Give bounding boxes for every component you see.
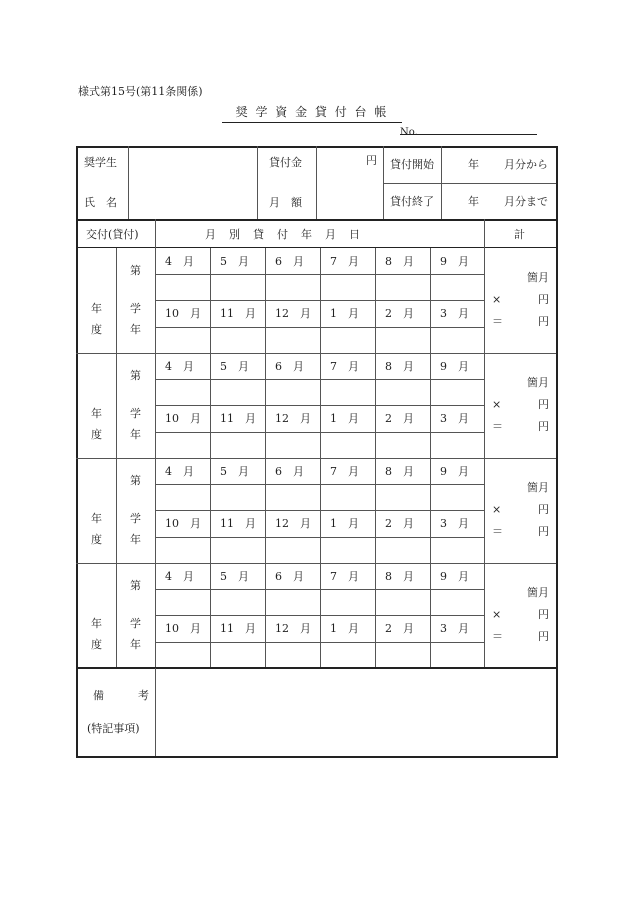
gaku-label: 学 [130, 302, 141, 315]
total-months-label: 箇月 [527, 376, 549, 389]
month-label: 1 月 [330, 307, 359, 320]
month-date-field[interactable] [156, 433, 209, 457]
equals-sign: ＝ [492, 420, 503, 433]
nen-label: 年 [130, 428, 141, 441]
month-label: 3 月 [440, 307, 469, 320]
number-label: No. [400, 127, 418, 138]
month-label: 2 月 [385, 622, 414, 635]
end-year[interactable]: 年 [468, 195, 479, 208]
month-date-field[interactable] [321, 485, 374, 509]
month-label: 2 月 [385, 307, 414, 320]
month-date-field[interactable] [431, 380, 484, 404]
month-label: 5 月 [220, 465, 249, 478]
total-months-label: 箇月 [527, 271, 549, 284]
month-date-field[interactable] [376, 275, 429, 299]
month-label: 9 月 [440, 360, 469, 373]
month-date-field[interactable] [431, 433, 484, 457]
month-date-field[interactable] [376, 485, 429, 509]
month-date-field[interactable] [321, 275, 374, 299]
gaku-label: 学 [130, 617, 141, 630]
yen-label: 円 [538, 630, 549, 643]
name-label: 氏 名 [84, 196, 117, 209]
month-date-field[interactable] [266, 590, 319, 614]
nen-label: 年 [130, 533, 141, 546]
dai-label: 第 [130, 579, 141, 592]
month-date-field[interactable] [211, 433, 264, 457]
month-date-field[interactable] [376, 590, 429, 614]
month-date-field[interactable] [156, 275, 209, 299]
month-date-field[interactable] [431, 328, 484, 352]
end-label: 貸付終了 [390, 195, 434, 208]
nendo-nen-label: 年 [91, 512, 102, 525]
form-number: 様式第15号(第11条関係) [78, 85, 203, 98]
month-date-field[interactable] [431, 275, 484, 299]
remarks-label: 備 考 [93, 689, 153, 702]
month-label: 9 月 [440, 570, 469, 583]
month-label: 4 月 [165, 570, 194, 583]
nendo-nen-label: 年 [91, 617, 102, 630]
nen-label: 年 [130, 638, 141, 651]
month-label: 4 月 [165, 360, 194, 373]
remarks-field[interactable] [156, 669, 554, 754]
month-date-field[interactable] [156, 380, 209, 404]
month-date-field[interactable] [321, 433, 374, 457]
month-date-field[interactable] [266, 643, 319, 667]
month-label: 9 月 [440, 255, 469, 268]
yen-label: 円 [538, 420, 549, 433]
equals-sign: ＝ [492, 315, 503, 328]
month-date-field[interactable] [156, 485, 209, 509]
month-date-field[interactable] [266, 275, 319, 299]
month-label: 6 月 [275, 255, 304, 268]
gaku-label: 学 [130, 512, 141, 525]
month-label: 10 月 [165, 622, 201, 635]
remarks-sub-label: (特記事項) [87, 722, 140, 735]
yen-label: 円 [538, 398, 549, 411]
month-date-field[interactable] [266, 485, 319, 509]
times-sign: × [492, 608, 502, 621]
month-label: 10 月 [165, 307, 201, 320]
month-date-field[interactable] [431, 643, 484, 667]
yen-label: 円 [538, 293, 549, 306]
nen-label: 年 [130, 323, 141, 336]
month-label: 12 月 [275, 412, 311, 425]
month-label: 1 月 [330, 622, 359, 635]
month-date-field[interactable] [266, 433, 319, 457]
start-month[interactable]: 月分から [504, 158, 548, 171]
total-months-label: 箇月 [527, 481, 549, 494]
month-label: 8 月 [385, 570, 414, 583]
month-date-field[interactable] [376, 538, 429, 562]
month-label: 7 月 [330, 255, 359, 268]
month-date-field[interactable] [156, 538, 209, 562]
nendo-nen-label: 年 [91, 407, 102, 420]
month-date-field[interactable] [211, 590, 264, 614]
yen-label: 円 [538, 608, 549, 621]
yen-label: 円 [538, 315, 549, 328]
nendo-do-label: 度 [91, 428, 102, 441]
month-date-field[interactable] [266, 380, 319, 404]
end-month[interactable]: 月分まで [504, 195, 548, 208]
month-date-field[interactable] [266, 328, 319, 352]
yen-label: 円 [538, 503, 549, 516]
month-label: 11 月 [220, 517, 256, 530]
month-label: 11 月 [220, 412, 256, 425]
month-label: 7 月 [330, 360, 359, 373]
month-label: 4 月 [165, 255, 194, 268]
loan-label: 貸付金 [269, 156, 302, 169]
month-label: 10 月 [165, 517, 201, 530]
month-date-field[interactable] [431, 538, 484, 562]
month-date-field[interactable] [211, 380, 264, 404]
month-date-field[interactable] [321, 538, 374, 562]
document-title [222, 101, 402, 123]
month-label: 12 月 [275, 517, 311, 530]
month-date-field[interactable] [321, 328, 374, 352]
number-field[interactable] [400, 120, 537, 138]
yen-label: 円 [538, 525, 549, 538]
month-label: 1 月 [330, 412, 359, 425]
month-date-field[interactable] [376, 328, 429, 352]
month-date-field[interactable] [376, 380, 429, 404]
month-label: 2 月 [385, 517, 414, 530]
month-date-field[interactable] [376, 433, 429, 457]
month-label: 3 月 [440, 622, 469, 635]
month-label: 8 月 [385, 465, 414, 478]
month-date-field[interactable] [211, 485, 264, 509]
nendo-do-label: 度 [91, 533, 102, 546]
month-label: 8 月 [385, 360, 414, 373]
times-sign: × [492, 398, 502, 411]
total-months-label: 箇月 [527, 586, 549, 599]
month-label: 3 月 [440, 412, 469, 425]
month-date-field[interactable] [431, 590, 484, 614]
month-date-field[interactable] [431, 485, 484, 509]
month-label: 3 月 [440, 517, 469, 530]
month-date-field[interactable] [156, 590, 209, 614]
month-label: 6 月 [275, 570, 304, 583]
month-label: 1 月 [330, 517, 359, 530]
month-label: 9 月 [440, 465, 469, 478]
delivery-label: 交付(貸付) [86, 228, 139, 241]
dai-label: 第 [130, 264, 141, 277]
dai-label: 第 [130, 474, 141, 487]
month-label: 8 月 [385, 255, 414, 268]
student-name-field[interactable] [129, 147, 256, 218]
equals-sign: ＝ [492, 630, 503, 643]
month-date-field[interactable] [321, 590, 374, 614]
equals-sign: ＝ [492, 525, 503, 538]
month-label: 4 月 [165, 465, 194, 478]
document-title-text: 奨 学 資 金 貸 付 台 帳 [235, 105, 389, 119]
month-label: 7 月 [330, 570, 359, 583]
month-label: 12 月 [275, 622, 311, 635]
month-date-field[interactable] [321, 380, 374, 404]
yen-label: 円 [366, 154, 377, 167]
nendo-do-label: 度 [91, 638, 102, 651]
times-sign: × [492, 293, 502, 306]
start-year[interactable]: 年 [468, 158, 479, 171]
total-label: 計 [514, 228, 525, 241]
student-label: 奨学生 [84, 156, 117, 169]
month-date-field[interactable] [156, 328, 209, 352]
month-label: 5 月 [220, 255, 249, 268]
start-label: 貸付開始 [390, 158, 434, 171]
month-date-field[interactable] [321, 643, 374, 667]
month-label: 11 月 [220, 622, 256, 635]
month-date-field[interactable] [211, 643, 264, 667]
gaku-label: 学 [130, 407, 141, 420]
month-label: 11 月 [220, 307, 256, 320]
times-sign: × [492, 503, 502, 516]
month-date-field[interactable] [266, 538, 319, 562]
month-label: 5 月 [220, 360, 249, 373]
month-date-field[interactable] [211, 275, 264, 299]
monthly-label: 月 額 [269, 196, 302, 209]
month-date-field[interactable] [211, 328, 264, 352]
month-label: 6 月 [275, 360, 304, 373]
dai-label: 第 [130, 369, 141, 382]
month-label: 2 月 [385, 412, 414, 425]
monthly-dates-label: 月 別 貸 付 年 月 日 [205, 228, 361, 241]
month-label: 10 月 [165, 412, 201, 425]
nendo-do-label: 度 [91, 323, 102, 336]
month-label: 7 月 [330, 465, 359, 478]
month-date-field[interactable] [211, 538, 264, 562]
month-label: 5 月 [220, 570, 249, 583]
month-date-field[interactable] [376, 643, 429, 667]
month-label: 12 月 [275, 307, 311, 320]
month-date-field[interactable] [156, 643, 209, 667]
nendo-nen-label: 年 [91, 302, 102, 315]
month-label: 6 月 [275, 465, 304, 478]
